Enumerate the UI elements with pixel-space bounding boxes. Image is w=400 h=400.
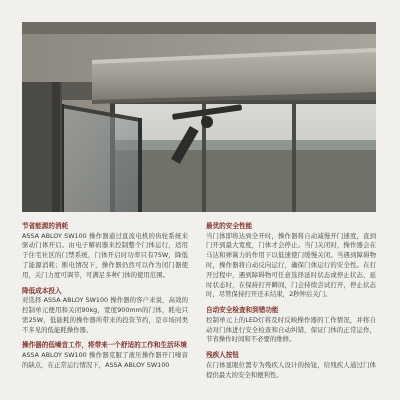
section-body: 在门体显眼位置专为残疾人设计的按钮，给残疾人通过门体提供最大的安全和便利性。	[206, 360, 376, 379]
section-title: 降低成本投入	[22, 286, 62, 295]
section-body: 当门体即将达到全开时，操作器将自动减慢开门速度，直到门开到最大宽度，门体才会停止。当门关闭时，操作器会在马达和弹簧力的作用下以低速使门缓慢关闭。当遇到障碍物时，操作器将自动反向运行，确保门体运行的安全性。在打开过程中，遇到障碍物可任意选择延时状态或停止状态，延时状态时，在保持打开瞬间，门会持续尝试打开，停止状态时，尽管保持打开还未结束，2秒钟后关门。	[206, 231, 376, 299]
section-body: 控制单元上的LED灯将及时反映操作器的工作情况，并将自动对门体进行安全检查和自动纠错，保证门体的正常运作，节省操作时间和不必要的维修。	[206, 315, 376, 344]
section-title: 残疾人按钮	[206, 351, 239, 360]
section-low-noise	[22, 341, 188, 370]
section-energy-saving	[22, 222, 188, 281]
section-cost-reduction	[22, 287, 188, 336]
section-body: ASSA ABLOY SW100 操作器克服了液压操作器开门噪音的缺点，在正常运行情况下，ASSA ABLOY SW100	[22, 350, 188, 369]
door-operator-illustration	[22, 22, 376, 212]
section-title: 节省能源的消耗	[22, 222, 69, 230]
right-column	[206, 222, 376, 386]
section-accessibility-button	[206, 351, 376, 380]
section-title: 自动安全检查和到错功能	[206, 306, 279, 315]
section-safety	[206, 222, 376, 300]
door-operator-photo	[22, 22, 376, 212]
section-body: 对选择 ASSA ABLOY SW100 操作器的客户来说，高效的控制单元便用和关闭90kg，宽度900mm的门体，耗电只需25W，低能耗的操作器所带来的投资节约，是市场同类不多见的低能耗操作器。	[22, 296, 188, 334]
left-column	[22, 222, 188, 377]
section-title: 最优的安全性能	[206, 222, 253, 230]
section-self-check	[206, 306, 376, 345]
section-title: 操作器的低噪音工作，将带来一个舒适的工作和生活环境	[22, 341, 187, 350]
section-body: ASSA ABLOY SW100 操作器通过直流电机的齿轮系统来驱动门体开启。由电子解码器来控制整个门体运行，适用于住宅社区的门禁系统，门体开启时功率只有75W，降低了能源消耗；断电情况下，操作器仍然可以作为闭门器使用，关门力度可调节，可满足多种门体的使用范围。	[22, 231, 188, 279]
